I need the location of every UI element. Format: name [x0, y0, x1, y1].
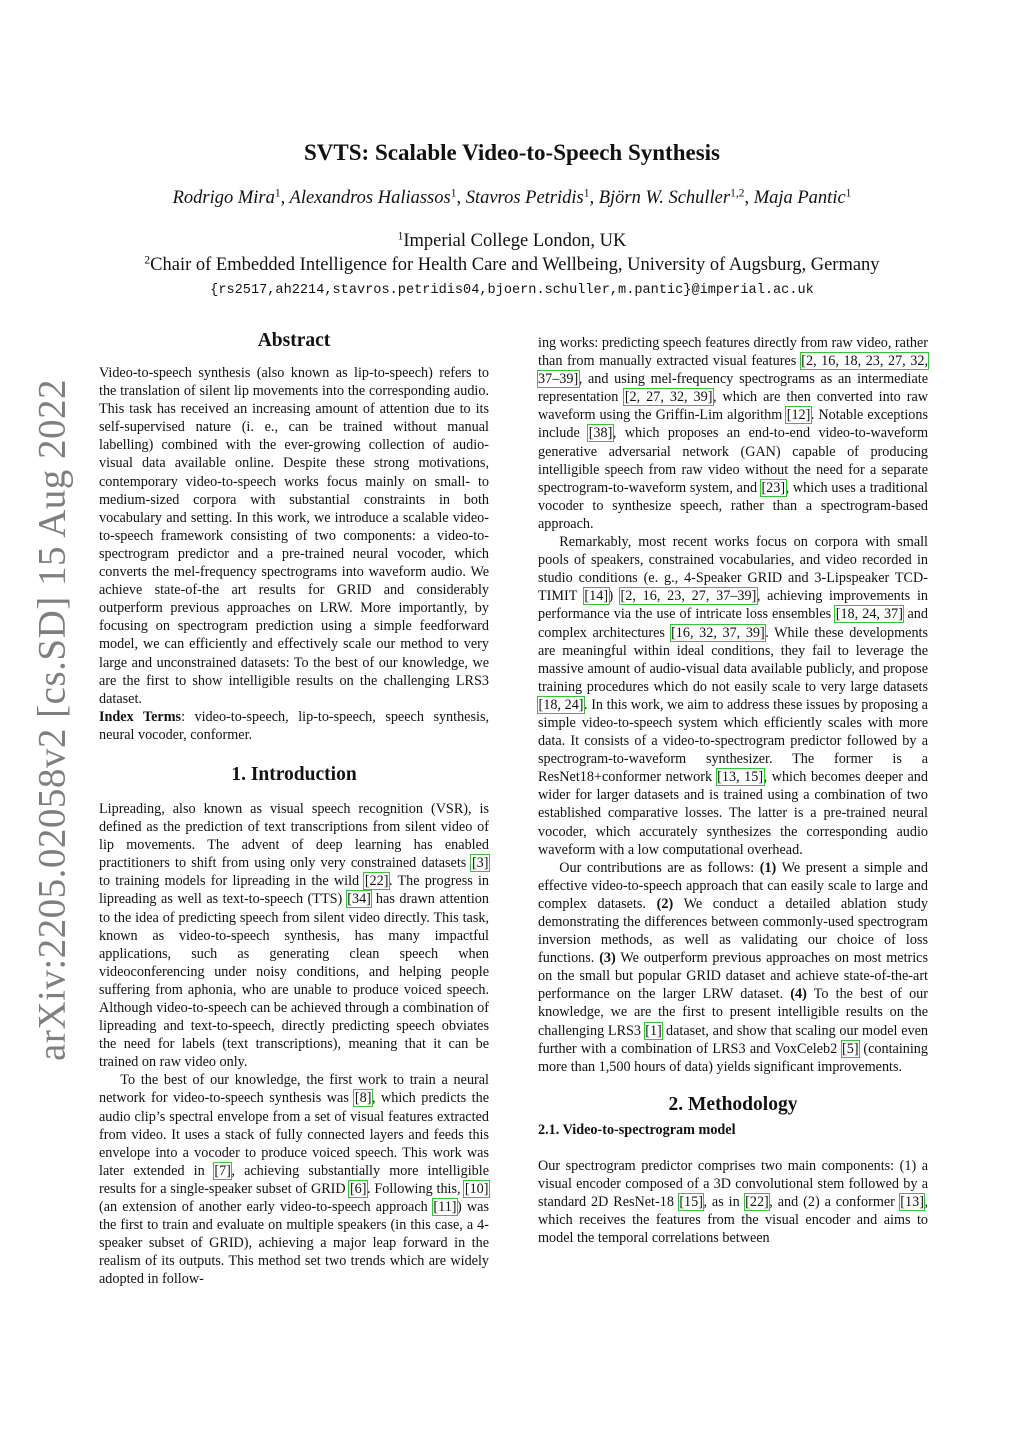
- abstract-text: Video-to-speech synthesis (also known as lip-to-speech) refers to the translation of silent lip movements into the corresponding audio. This task has received an increasing amount of attention due to its self-supervised nature (i. e., can be trained without manual labelling) combined with the ever-growing collection of audio-visual data available online. Despite these strong motivations, contemporary video-to-speech works focus mainly on small- to medium-sized corpora with substantial constraints in both vocabulary and setting. In this work, we introduce a scalable video-to-speech framework consisting of two components: a video-to-spectrogram predictor and a pre-trained neural vocoder, which converts the mel-frequency spectrograms into waveform audio. We achieve state-of-the art results for GRID and considerably outperform previous approaches on LRW. More importantly, by focusing on spectrogram prediction using a simple feedforward model, we can efficiently and effectively scale our method to very large and unconstrained datasets: To the best of our knowledge, we are the first to show intelligible results on the challenging LRS3 dataset.: [99, 365, 489, 707]
- author-affiliation-mark: 1: [845, 187, 852, 200]
- author-name: Stavros Petridis: [465, 188, 584, 208]
- citation-link[interactable]: [11]: [433, 1199, 457, 1216]
- citation-link[interactable]: [22]: [364, 873, 389, 890]
- subsection-video-to-spectrogram: 2.1. Video-to-spectrogram model: [538, 1121, 736, 1138]
- author-affiliation-mark: 1: [274, 187, 281, 200]
- contribution-number: (1): [759, 859, 777, 876]
- methodology-heading: 2. Methodology: [668, 1093, 798, 1115]
- contributions-paragraph: Our contributions are as follows: (1) We present a simple and effective video-to-speech approach that can easily scale to large and complex datasets. (2) We conduct a detailed ablation study demonstrating the differences between commonly-used spectrogram inversion methods, as well as validating our choice of loss functions. (3) We outperform previous approaches on most metrics on the small but popular GRID dataset and achieve state-of-the-art performance on the larger LRW dataset. (4) To the best of our knowledge, we are the first to present intelligible results on the challenging LRS3 [1] dataset, and show that scaling our model even further with a combination of LRS3 and VoxCeleb2 [5] (containing more than 1,500 hours of data) yields significant improvements.: [538, 859, 928, 1075]
- author-name: Alexandros Haliassos: [289, 188, 451, 208]
- author-name: Maja Pantic: [753, 188, 846, 208]
- intro-paragraph-1: Lipreading, also known as visual speech recognition (VSR), is defined as the prediction of text transcriptions from silent video of lip movements. The advent of deep learning has enabled practitioners to shift from using only very constrained datasets [3] to training models for lipreading in the wild [22]. The progress in lipreading as well as text-to-speech (TTS) [34] has drawn attention to the idea of predicting speech from silent video directly. This task, known as video-to-speech synthesis, has many impactful applications, such as generating clean speech when videoconferencing under noisy conditions, and helping people suffering from aphonia, who are unable to produce voiced speech. Although video-to-speech can be achieved through a combination of lipreading and text-to-speech, directly predicting speech obviates the need for labels (text transcriptions), meaning that it can be trained on raw video only.: [99, 800, 489, 1071]
- index-terms: [99, 708, 489, 744]
- paper-title: SVTS: Scalable Video-to-Speech Synthesis: [304, 140, 720, 165]
- citation-link[interactable]: [18, 24, 37]: [835, 606, 903, 623]
- index-terms-text: : video-to-speech, lip-to-speech, speech synthesis, neural vocoder, conformer.: [99, 708, 490, 743]
- intro-paragraph-4: Remarkably, most recent works focus on corpora with small pools of speakers, constrained vocabularies, and video recorded in studio conditions (e. g., 4-Speaker GRID and 3-Lipspeaker TCD-TIMIT [14]) [2, 16, 23, 27, 37–39], achieving improvements in performance via the use of intricate loss ensembles [18, 24, 37] and complex architectures [16, 32, 37, 39]. While these developments are meaningful within ideal conditions, they fail to leverage the massive amount of audio-visual data available publicly, and propose training procedures which do not easily scale to very large datasets [18, 24]. In this work, we aim to address these issues by proposing a simple video-to-speech system which efficiently scales with more data. It consists of a video-to-spectrogram predictor followed by a spectrogram-to-waveform synthesizer. The former is a ResNet18+conformer network [13, 15], which becomes deeper and wider for larger datasets and is trained using a combination of two established comparative losses. The latter is a pre-trained neural vocoder, which accurately synthesizes the corresponding audio waveform with a low computational overhead.: [538, 534, 929, 858]
- author-name: Björn W. Schuller: [598, 188, 731, 208]
- contribution-number: (2): [656, 895, 674, 912]
- left-column: [99, 330, 489, 1289]
- right-column: [538, 334, 928, 1247]
- affiliation-1-number: 1: [397, 230, 404, 243]
- citation-link[interactable]: [13, 15]: [717, 769, 764, 786]
- affiliation-1-text: Imperial College London, UK: [403, 231, 627, 251]
- author-affiliation-mark: 1: [583, 187, 590, 200]
- citation-link[interactable]: [23]: [761, 479, 786, 496]
- index-terms-label: Index Terms: [99, 708, 182, 725]
- citation-link[interactable]: [13]: [900, 1194, 924, 1211]
- author-name: Rodrigo Mira: [172, 188, 275, 208]
- citation-link[interactable]: [2, 16, 18, 23, 27, 32, 37–39]: [538, 353, 928, 388]
- citation-link[interactable]: [1]: [645, 1022, 662, 1039]
- citation-link[interactable]: [38]: [588, 425, 613, 442]
- author-affiliation-mark: 1,2: [730, 187, 745, 200]
- affiliation-2-text: Chair of Embedded Intelligence for Health Care and Wellbeing, University of Augsburg, Germany: [150, 255, 880, 275]
- citation-link[interactable]: [3]: [471, 855, 489, 872]
- citation-link[interactable]: [34]: [347, 891, 371, 908]
- citation-link[interactable]: [8]: [354, 1090, 372, 1107]
- contribution-number: (4): [790, 986, 807, 1003]
- intro-paragraph-3: ing works: predicting speech features directly from raw video, rather than from manually extracted visual features [2, 16, 18, 23, 27, 32, 37–39], and using mel-frequency spectrograms as an intermediate representation [2, 27, 32, 39], which are then converted into raw waveform using the Griffin-Lim algorithm [12]. Notable exceptions include [38], which proposes an end-to-end video-to-waveform generative adversarial network (GAN) capable of producing intelligible speech from raw video without the need for a separate spectrogram-to-waveform system, and [23], which uses a traditional vocoder to synthesize speech, rather than a spectrogram-based approach.: [538, 335, 929, 532]
- arxiv-identifier-stamp: arXiv:2205.02058v2 [cs.SD] 15 Aug 2022: [30, 379, 74, 1061]
- citation-link[interactable]: [2, 27, 32, 39]: [624, 389, 713, 406]
- citation-link[interactable]: [14]: [584, 588, 609, 605]
- citation-link[interactable]: [12]: [786, 407, 811, 424]
- citation-link[interactable]: [6]: [349, 1180, 367, 1197]
- citation-link[interactable]: [18, 24]: [538, 696, 584, 713]
- contribution-number: (3): [599, 950, 616, 967]
- affiliation-2: [0, 255, 1024, 276]
- citation-link[interactable]: [2, 16, 23, 27, 37–39]: [620, 588, 757, 605]
- citation-link[interactable]: [7]: [214, 1162, 231, 1179]
- author-affiliation-mark: 1: [450, 187, 457, 200]
- affiliation-2-number: 2: [144, 254, 151, 267]
- citation-link[interactable]: [16, 32, 37, 39]: [671, 624, 765, 641]
- author-list: Rodrigo Mira$^1$, Alexandros Haliassos$^1$, Stavros Petridis$^1$, Björn W. Schuller$^{1,2}$, Maja Pantic$^1$: [172, 187, 852, 208]
- introduction-heading: 1. Introduction: [231, 763, 357, 785]
- intro-paragraph-2: To the best of our knowledge, the first work to train a neural network for video-to-speech synthesis was [8], which predicts the audio clip’s spectral envelope from a set of visual features extracted from video. It uses a stack of fully connected layers and feeds this envelope into a vocoder to produce voiced speech. This work was later extended in [7], achieving substantially more intelligible results for a single-speaker subset of GRID [6]. Following this, [10] (an extension of another early video-to-speech approach [11]) was the first to train and evaluate on multiple speakers (in this case, a 4-speaker subset of GRID), achieving a major leap forward in the realism of its outputs. This method set two trends which are widely adopted in follow-: [99, 1072, 489, 1288]
- author-emails: {rs2517,ah2214,stavros.petridis04,bjoern.schuller,m.pantic}@imperial.ac.uk: [210, 283, 814, 298]
- citation-link[interactable]: [22]: [745, 1194, 769, 1211]
- citation-link[interactable]: [5]: [842, 1040, 859, 1057]
- citation-link[interactable]: [15]: [679, 1194, 703, 1211]
- abstract-heading: Abstract: [257, 330, 331, 351]
- methodology-paragraph-1: Our spectrogram predictor comprises two main components: (1) a visual encoder composed of a 3D convolutional stem followed by a standard 2D ResNet-18 [15], as in [22], and (2) a conformer [13], which receives the features from the visual encoder and aims to model the temporal correlations between: [538, 1157, 928, 1247]
- citation-link[interactable]: [10]: [464, 1180, 489, 1197]
- affiliation-1: [0, 231, 1024, 252]
